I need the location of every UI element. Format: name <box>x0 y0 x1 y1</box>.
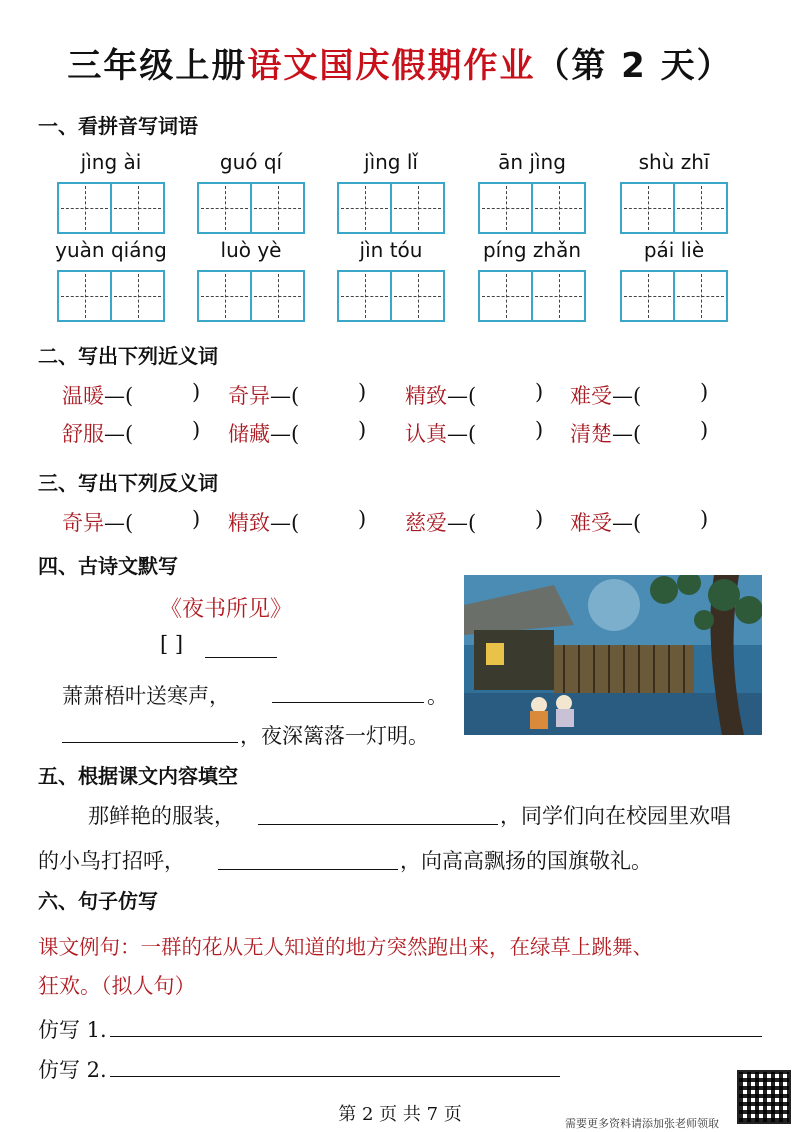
word-item <box>405 380 476 410</box>
writing-grid[interactable] <box>337 182 445 234</box>
open-paren: —( <box>104 422 134 446</box>
open-paren: —( <box>447 511 477 535</box>
answer-blank-close[interactable]: ) <box>358 380 367 404</box>
grid-cell[interactable] <box>531 184 584 232</box>
word-item <box>62 380 133 410</box>
grid-cell[interactable] <box>390 272 443 320</box>
poem-title: 《夜书所见》 <box>160 597 293 622</box>
fill-text-1b: ，同学们向在校园里欢唱 <box>500 804 731 828</box>
writing-grid[interactable] <box>337 270 445 322</box>
word-text: 温暖 <box>62 384 104 408</box>
grid-cell[interactable] <box>673 272 726 320</box>
poem-line-1-end: 。 <box>427 684 448 708</box>
word-text: 难受 <box>570 384 612 408</box>
grid-cell[interactable] <box>390 184 443 232</box>
grid-cell[interactable] <box>622 272 673 320</box>
example-sentence-line-1: 课文例句：一群的花从无人知道的地方突然跑出来，在绿草上跳舞、 <box>38 935 653 959</box>
title-subject: 语文国庆假期作业 <box>247 46 536 86</box>
pinyin-label: shù zhī <box>638 150 710 174</box>
example-sentence-line-2: 狂欢。（拟人句） <box>38 974 196 998</box>
word-text: 奇异 <box>62 511 104 535</box>
open-paren: —( <box>270 511 300 535</box>
word-text: 奇异 <box>228 384 270 408</box>
word-text: 认真 <box>405 422 447 446</box>
answer-blank-close[interactable]: ) <box>700 418 709 442</box>
word-item <box>570 380 641 410</box>
imitation-blank-2[interactable] <box>110 1076 560 1077</box>
fill-text-1a: 那鲜艳的服装， <box>88 804 235 828</box>
grid-cell[interactable] <box>480 184 531 232</box>
section-3-heading: 三、写出下列反义词 <box>38 471 218 495</box>
grid-cell[interactable] <box>250 184 303 232</box>
grid-cell[interactable] <box>110 272 163 320</box>
pinyin-label: jìn tóu <box>359 238 423 262</box>
answer-blank-close[interactable]: ) <box>535 380 544 404</box>
open-paren: —( <box>447 384 477 408</box>
grid-cell[interactable] <box>480 272 531 320</box>
grid-cell[interactable] <box>673 184 726 232</box>
grid-cell[interactable] <box>199 272 250 320</box>
word-item <box>570 418 641 448</box>
fill-blank-1[interactable] <box>258 824 498 825</box>
page-title <box>0 38 800 87</box>
fill-text-2b: ，向高高飘扬的国旗敬礼。 <box>400 849 652 873</box>
word-text: 舒服 <box>62 422 104 446</box>
grid-cell[interactable] <box>199 184 250 232</box>
imitation-blank-1[interactable] <box>110 1036 762 1037</box>
page-footer: 第 2 页 共 7 页 <box>338 1104 462 1125</box>
word-item <box>62 507 133 537</box>
word-text: 慈爱 <box>405 511 447 535</box>
poem-line-2: ，夜深篱落一灯明。 <box>240 724 429 748</box>
writing-grid[interactable] <box>197 270 305 322</box>
grid-cell[interactable] <box>59 272 110 320</box>
writing-grid[interactable] <box>57 270 165 322</box>
word-item <box>62 418 133 448</box>
word-text: 精致 <box>405 384 447 408</box>
word-item <box>228 380 299 410</box>
writing-grid[interactable] <box>57 182 165 234</box>
grid-cell[interactable] <box>339 184 390 232</box>
title-grade: 三年级上册 <box>67 46 248 86</box>
word-text: 储藏 <box>228 422 270 446</box>
answer-blank-close[interactable]: ) <box>700 380 709 404</box>
word-item <box>405 507 476 537</box>
open-paren: —( <box>104 384 134 408</box>
pinyin-label: pái liè <box>643 238 705 262</box>
section-1-heading: 一、看拼音写词语 <box>38 114 198 138</box>
pinyin-label: luò yè <box>220 238 282 262</box>
poem-blank-1[interactable] <box>272 702 424 703</box>
word-item <box>570 507 641 537</box>
poem-illustration <box>464 575 762 735</box>
qr-code[interactable] <box>737 1070 791 1124</box>
word-text: 难受 <box>570 511 612 535</box>
grid-cell[interactable] <box>59 184 110 232</box>
imitation-label-2: 仿写 2. <box>38 1058 107 1082</box>
open-paren: —( <box>447 422 477 446</box>
open-paren: —( <box>612 422 642 446</box>
section-4-heading: 四、古诗文默写 <box>38 554 178 578</box>
answer-blank-close[interactable]: ) <box>358 418 367 442</box>
writing-grid[interactable] <box>478 270 586 322</box>
grid-cell[interactable] <box>622 184 673 232</box>
pinyin-label: jìng ài <box>80 150 142 174</box>
pinyin-label: jìng lǐ <box>364 150 418 174</box>
grid-cell[interactable] <box>531 272 584 320</box>
answer-blank-close[interactable]: ) <box>192 418 201 442</box>
open-paren: —( <box>612 511 642 535</box>
poem-author-blank[interactable] <box>205 657 277 658</box>
section-2-heading: 二、写出下列近义词 <box>38 344 218 368</box>
answer-blank-close[interactable]: ) <box>358 507 367 531</box>
fill-text-2a: 的小鸟打招呼， <box>38 849 185 873</box>
section-5-heading: 五、根据课文内容填空 <box>38 764 238 788</box>
answer-blank-close[interactable]: ) <box>535 418 544 442</box>
pinyin-label: yuàn qiáng <box>55 238 167 262</box>
qr-note: 需要更多资料请添加张老师领取 <box>565 1117 719 1130</box>
word-item <box>228 507 299 537</box>
word-item <box>228 418 299 448</box>
word-text: 精致 <box>228 511 270 535</box>
grid-cell[interactable] <box>110 184 163 232</box>
pinyin-label: píng zhǎn <box>482 238 582 262</box>
writing-grid[interactable] <box>197 182 305 234</box>
grid-cell[interactable] <box>250 272 303 320</box>
writing-grid[interactable] <box>478 182 586 234</box>
answer-blank-close[interactable]: ) <box>700 507 709 531</box>
section-6-heading: 六、句子仿写 <box>38 889 158 913</box>
fill-blank-2[interactable] <box>218 869 398 870</box>
title-day: （第 2 天） <box>535 46 733 86</box>
word-item <box>405 418 476 448</box>
pinyin-label: guó qí <box>219 150 283 174</box>
poem-line-1: 萧萧梧叶送寒声， <box>62 684 230 708</box>
pinyin-label: ān jìng <box>498 150 566 174</box>
open-paren: —( <box>612 384 642 408</box>
word-text: 清楚 <box>570 422 612 446</box>
answer-blank-close[interactable]: ) <box>192 380 201 404</box>
poem-author-bracket: [ ] <box>160 632 184 656</box>
writing-grid[interactable] <box>620 182 728 234</box>
answer-blank-close[interactable]: ) <box>192 507 201 531</box>
open-paren: —( <box>270 422 300 446</box>
imitation-label-1: 仿写 1. <box>38 1018 107 1042</box>
open-paren: —( <box>104 511 134 535</box>
open-paren: —( <box>270 384 300 408</box>
answer-blank-close[interactable]: ) <box>535 507 544 531</box>
writing-grid[interactable] <box>620 270 728 322</box>
grid-cell[interactable] <box>339 272 390 320</box>
poem-blank-2[interactable] <box>62 742 238 743</box>
